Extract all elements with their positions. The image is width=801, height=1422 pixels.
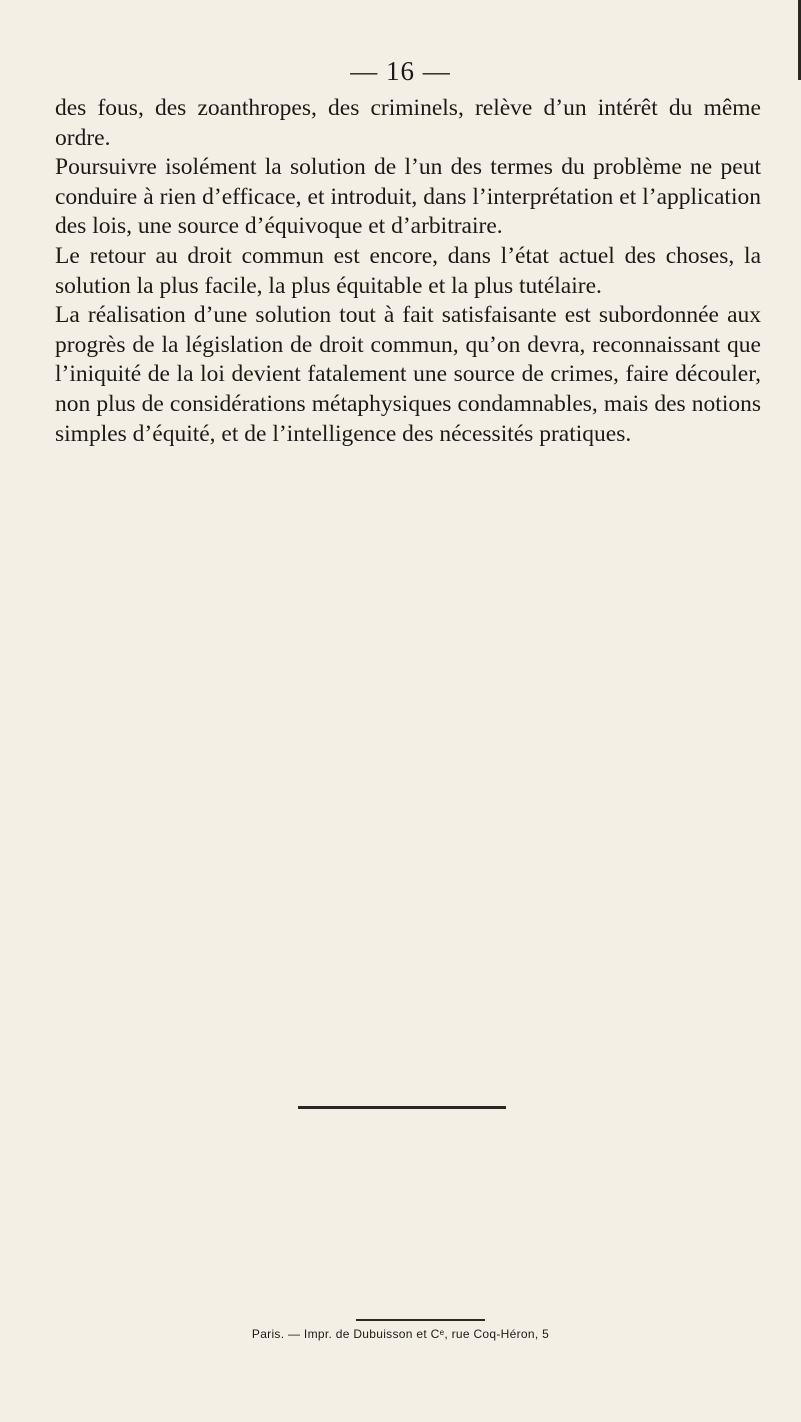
paragraph-4: La réalisation d’une solution tout à fait satisfaisante est subordonnée aux progrès de la législation de droit commun, qu’on devra, reconnaissant que l’iniquité de la loi devient fatalement une source de crimes, faire découler, non plus de considérations métaphysiques condamnables, mais des notions simples d’équité, et de l’intelligence des nécessités pratiques. (55, 302, 761, 447)
printer-imprint: Paris. — Impr. de Dubuisson et Cᵉ, rue Coq-Héron, 5 (251, 1327, 550, 1341)
section-divider (298, 1106, 506, 1109)
page-number: — 16 — (350, 56, 451, 86)
paragraph-3: Le retour au droit commun est encore, dans l’état actuel des choses, la solution la plus facile, la plus équitable et la plus tutélaire. (55, 242, 761, 299)
paragraph-2: Poursuivre isolément la solution de l’un des termes du problème ne peut conduire à rien d’efficace, et introduit, dans l’interprétation et l’application des lois, une source d’équivoque et d’arbitraire. (55, 154, 761, 240)
body-text (55, 94, 761, 449)
paragraph-1: des fous, des zoanthropes, des criminels, relève d’un intérêt du même ordre. (55, 95, 761, 151)
imprint-divider (356, 1319, 485, 1321)
